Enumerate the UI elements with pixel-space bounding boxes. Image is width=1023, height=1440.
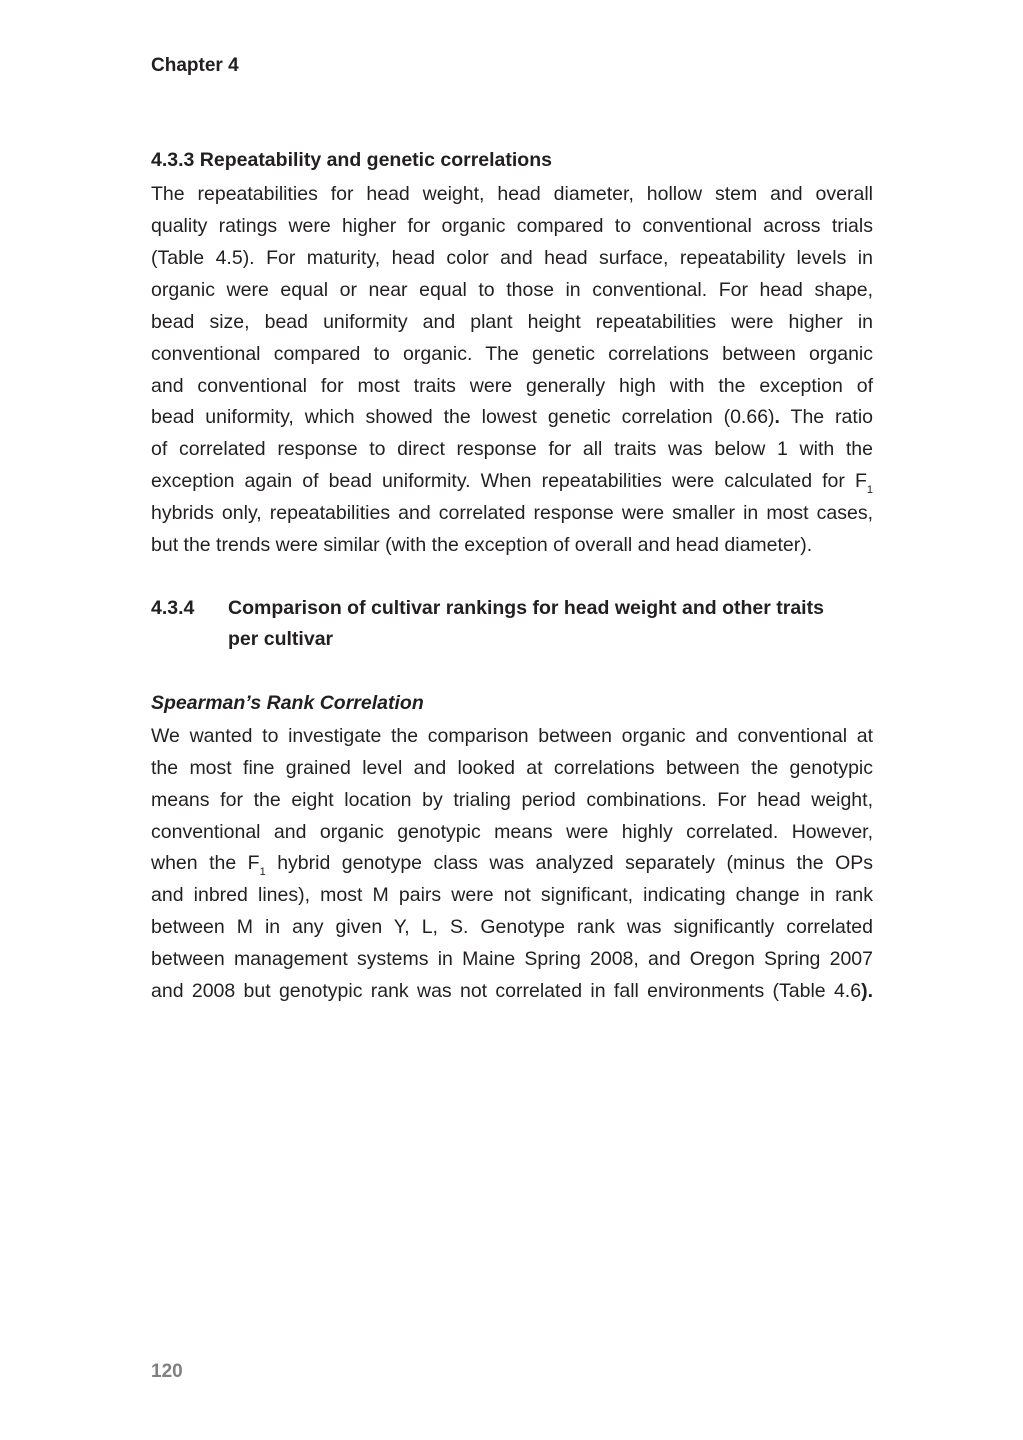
bold-closing: ).: [861, 980, 873, 1002]
subscript: 1: [259, 866, 266, 878]
paragraph-line: [151, 979, 873, 1003]
paragraph-line: conventional compared to organic. The genetic correlations between organic: [151, 343, 873, 365]
paragraph-line: [151, 851, 873, 878]
paragraph-line: We wanted to investigate the comparison between organic and conventional at: [151, 725, 873, 747]
section-title-line-1: Comparison of cultivar rankings for head weight and other traits: [228, 597, 824, 619]
paragraph-line: The repeatabilities for head weight, head diameter, hollow stem and overall: [151, 183, 873, 205]
paragraph-line: and conventional for most traits were generally high with the exception of: [151, 375, 873, 397]
paragraph-line: but the trends were similar (with the exception of overall and head diameter).: [151, 534, 813, 556]
line-text: The ratio: [779, 406, 873, 428]
paragraph-line: means for the eight location by trialing period combinations. For head weight,: [151, 789, 873, 811]
paragraph-line: bead size, bead uniformity and plant height repeatabilities were higher in: [151, 311, 873, 333]
bold-period: .: [774, 406, 780, 428]
running-head: Chapter 4: [151, 55, 239, 76]
paragraph-line: hybrids only, repeatabilities and correlated response were smaller in most cases,: [151, 502, 873, 524]
paragraph-line: of correlated response to direct response for all traits was below 1 with the: [151, 438, 873, 460]
paragraph-line: (Table 4.5). For maturity, head color and head surface, repeatability levels in: [151, 247, 873, 269]
line-text: and 2008 but genotypic rank was not correlated in fall environments (Table 4.6: [151, 980, 862, 1002]
paragraph-line: between M in any given Y, L, S. Genotype rank was significantly correlated: [151, 916, 873, 938]
paragraph-line: the most fine grained level and looked at correlations between the genotypic: [151, 757, 873, 779]
paragraph-line: between management systems in Maine Spring 2008, and Oregon Spring 2007: [151, 948, 873, 970]
paragraph-line: conventional and organic genotypic means were highly correlated. However,: [151, 821, 873, 843]
line-text: hybrid genotype class was analyzed separately (minus the OPs: [265, 852, 873, 874]
line-text: exception again of bead uniformity. When repeatabilities were calculated for F: [151, 470, 867, 492]
paragraph-line: and inbred lines), most M pairs were not significant, indicating change in rank: [151, 884, 873, 906]
line-text: bead uniformity, which showed the lowest genetic correlation (0.66): [151, 406, 775, 428]
paragraph-line: organic were equal or near equal to those in conventional. For head shape,: [151, 279, 873, 301]
paragraph-line: [151, 469, 873, 496]
section-number-4-3-4: 4.3.4: [151, 597, 195, 619]
paragraph-line: quality ratings were higher for organic compared to conventional across trials: [151, 215, 873, 237]
section-title-line-2: per cultivar: [228, 628, 334, 650]
subsection-heading-spearman: Spearman’s Rank Correlation: [151, 692, 424, 714]
paragraph-line: [151, 405, 873, 429]
subscript: 1: [866, 484, 873, 496]
line-text: when the F: [151, 852, 260, 874]
section-heading-4-3-3: 4.3.3 Repeatability and genetic correlations: [151, 149, 552, 171]
page-number: 120: [151, 1361, 183, 1382]
